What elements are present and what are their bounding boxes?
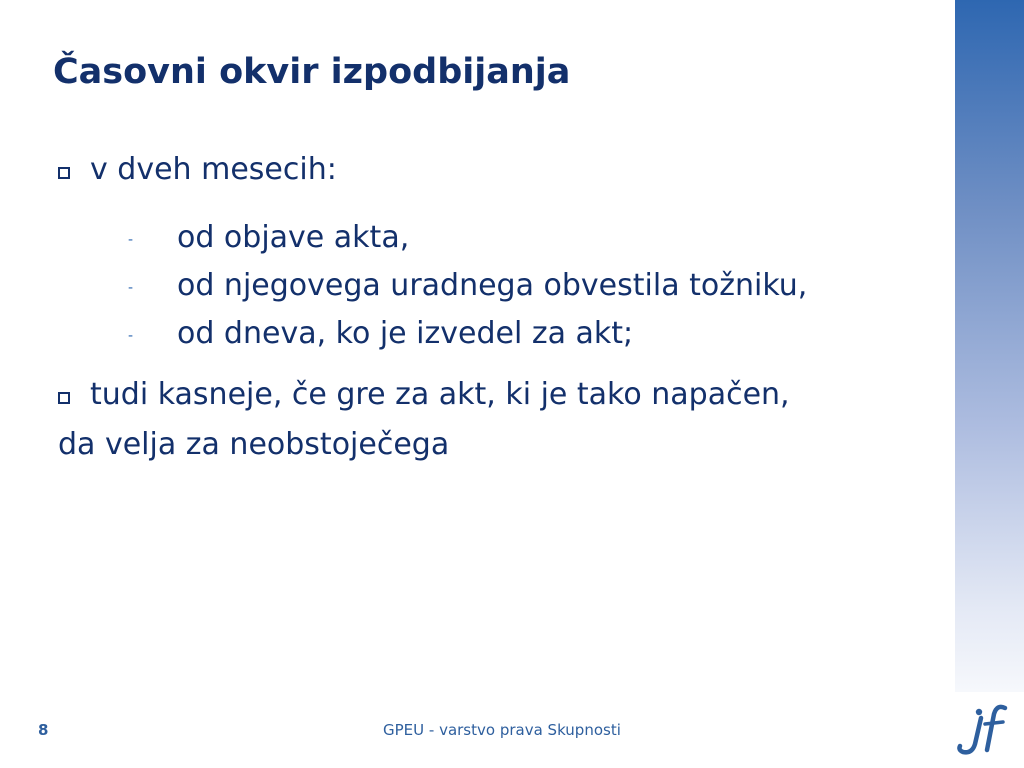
page-number: 8 xyxy=(38,721,49,739)
dash-marker: - xyxy=(128,280,134,296)
sub-item-text: od objave akta, xyxy=(177,220,410,255)
bullet-text: v dveh mesecih: xyxy=(90,152,337,187)
sub-item-text: od njegovega uradnega obvestila tožniku, xyxy=(177,268,808,303)
hollow-square-bullet-icon xyxy=(58,392,70,404)
dash-marker: - xyxy=(128,232,134,248)
jf-logo xyxy=(955,700,1015,760)
sub-item-text: od dneva, ko je izvedel za akt; xyxy=(177,316,634,351)
dash-marker: - xyxy=(128,328,134,344)
footer-caption: GPEU - varstvo prava Skupnosti xyxy=(383,721,621,739)
hollow-square-bullet-icon xyxy=(58,167,70,179)
bullet-text-line2: da velja za neobstoječega xyxy=(58,427,450,462)
slide-title: Časovni okvir izpodbijanja xyxy=(53,52,571,92)
bullet-text-line1: tudi kasneje, če gre za akt, ki je tako napačen, xyxy=(90,377,790,412)
side-gradient-band xyxy=(955,0,1024,692)
